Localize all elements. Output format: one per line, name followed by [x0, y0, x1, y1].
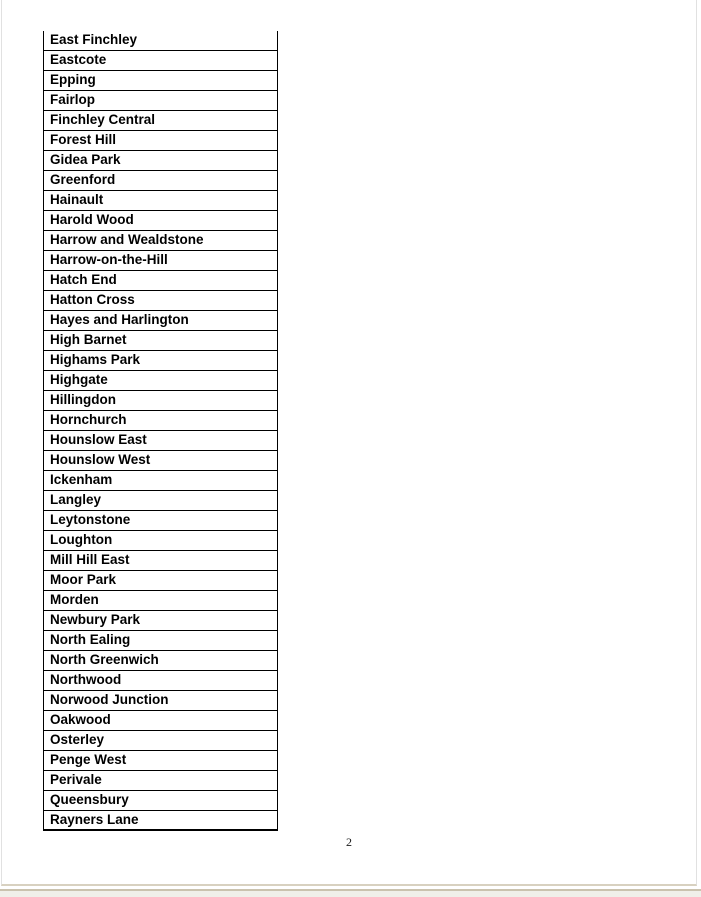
table-row: Fairlop: [44, 91, 277, 111]
table-row: Oakwood: [44, 711, 277, 731]
table-row: Leytonstone: [44, 511, 277, 531]
table-row: Norwood Junction: [44, 691, 277, 711]
table-row: Harrow-on-the-Hill: [44, 251, 277, 271]
page-number: 2: [346, 835, 352, 849]
table-row: Hornchurch: [44, 411, 277, 431]
table-row: Mill Hill East: [44, 551, 277, 571]
table-row: East Finchley: [44, 31, 277, 51]
table-row: Langley: [44, 491, 277, 511]
table-row: Hainault: [44, 191, 277, 211]
table-row: Hatch End: [44, 271, 277, 291]
table-row: North Ealing: [44, 631, 277, 651]
table-row: Hounslow West: [44, 451, 277, 471]
table-row: Perivale: [44, 771, 277, 791]
document-page: [1, 0, 697, 886]
table-row: Rayners Lane: [44, 811, 277, 831]
table-row: Eastcote: [44, 51, 277, 71]
station-table: [43, 31, 278, 831]
table-row: Hillingdon: [44, 391, 277, 411]
table-row: Ickenham: [44, 471, 277, 491]
table-row: Gidea Park: [44, 151, 277, 171]
table-row: Newbury Park: [44, 611, 277, 631]
table-row: Hatton Cross: [44, 291, 277, 311]
table-row: Highams Park: [44, 351, 277, 371]
table-row: Northwood: [44, 671, 277, 691]
table-row: Greenford: [44, 171, 277, 191]
table-row: Osterley: [44, 731, 277, 751]
table-row: Moor Park: [44, 571, 277, 591]
table-row: Harold Wood: [44, 211, 277, 231]
table-row: Hayes and Harlington: [44, 311, 277, 331]
table-row: Penge West: [44, 751, 277, 771]
next-page-strip: [0, 891, 701, 897]
table-row: Morden: [44, 591, 277, 611]
table-row: High Barnet: [44, 331, 277, 351]
table-row: Forest Hill: [44, 131, 277, 151]
table-row: Queensbury: [44, 791, 277, 811]
table-row: North Greenwich: [44, 651, 277, 671]
table-row: Finchley Central: [44, 111, 277, 131]
table-row: Epping: [44, 71, 277, 91]
table-row: Loughton: [44, 531, 277, 551]
table-row: Hounslow East: [44, 431, 277, 451]
table-row: Highgate: [44, 371, 277, 391]
table-row: Harrow and Wealdstone: [44, 231, 277, 251]
